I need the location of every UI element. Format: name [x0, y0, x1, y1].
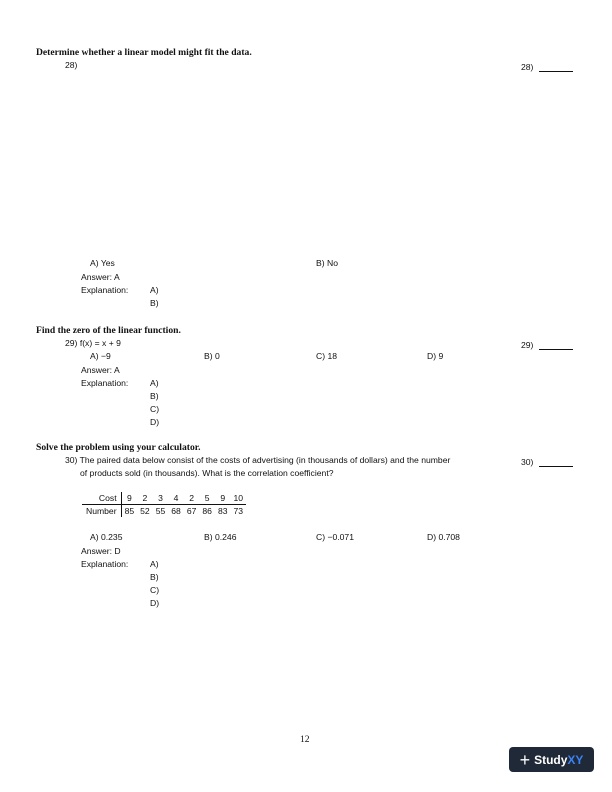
question-text: f(x) = x + 9 — [79, 338, 121, 348]
section-heading-calculator: Solve the problem using your calculator. — [36, 442, 201, 453]
answer-blank-line — [539, 340, 573, 350]
answer-line: Answer: A — [81, 365, 120, 375]
explanation-label: Explanation: — [81, 285, 129, 295]
question-number-28: 28) — [65, 60, 78, 70]
plus-icon: + — [519, 749, 531, 770]
section-heading-linear-model: Determine whether a linear model might fit the data. — [36, 47, 252, 58]
explanation-label: Explanation: — [81, 559, 129, 569]
row-label: Cost — [82, 492, 121, 505]
table-cell: 68 — [171, 506, 181, 516]
table-cell: 9 — [215, 492, 231, 505]
row-label: Number — [82, 505, 121, 518]
question-number: 30) — [65, 455, 78, 465]
question-29 — [65, 338, 121, 348]
answer-blank-28 — [521, 62, 573, 72]
answer-blank-number: 29) — [521, 340, 534, 350]
table-cell: 2 — [137, 492, 153, 505]
choice-a: A) Yes — [90, 258, 115, 268]
question-text: The paired data below consist of the costs of advertising (in thousands of dollars) and the number — [79, 455, 451, 465]
explanation-item: A) — [150, 378, 159, 388]
section-heading-zero-of-function: Find the zero of the linear function. — [36, 325, 181, 336]
question-number: 29) — [65, 338, 78, 348]
answer-blank-29 — [521, 340, 573, 350]
explanation-item: A) — [150, 559, 159, 569]
choice-a: A) −9 — [90, 351, 111, 361]
question-30-line-1 — [65, 455, 450, 465]
explanation-item: B) — [150, 391, 159, 401]
table-cell: 83 — [217, 506, 228, 516]
choice-d: D) 9 — [427, 351, 444, 361]
table-cell: 86 — [202, 506, 212, 516]
table-row-cost — [82, 492, 246, 505]
answer-blank-number: 28) — [521, 62, 534, 72]
brand-name — [534, 753, 583, 767]
explanation-item: D) — [150, 598, 160, 608]
table-cell: 2 — [184, 492, 200, 505]
explanation-item: B) — [150, 572, 159, 582]
table-cell: 73 — [233, 506, 244, 516]
table-cell: 3 — [153, 492, 169, 505]
choice-d: D) 0.708 — [427, 532, 460, 542]
explanation-item: C) — [150, 585, 160, 595]
explanation-item: D) — [150, 417, 160, 427]
table-cell: 67 — [186, 506, 197, 516]
answer-blank-30 — [521, 457, 573, 467]
question-30-line-2: of products sold (in thousands). What is the correlation coefficient? — [80, 468, 334, 478]
table-cell: 85 — [124, 506, 135, 516]
explanation-item: A) — [150, 285, 159, 295]
table-cell: 52 — [140, 506, 150, 516]
table-cell: 10 — [231, 492, 247, 505]
table-cell: 4 — [168, 492, 184, 505]
answer-blank-number: 30) — [521, 457, 534, 467]
table-cell: 5 — [199, 492, 215, 505]
table-cell: 9 — [121, 492, 137, 505]
brand-accent: XY — [567, 752, 584, 767]
page-number: 12 — [300, 734, 310, 745]
choice-b: B) 0.246 — [204, 532, 237, 542]
explanation-item: B) — [150, 298, 159, 308]
studyxy-badge[interactable] — [509, 747, 594, 772]
explanation-item: C) — [150, 404, 160, 414]
choice-b: B) No — [316, 258, 338, 268]
paired-data-table — [82, 492, 246, 517]
answer-line: Answer: A — [81, 272, 120, 282]
explanation-label: Explanation: — [81, 378, 129, 388]
choice-a: A) 0.235 — [90, 532, 123, 542]
table-cell: 55 — [155, 506, 166, 516]
answer-line: Answer: D — [81, 546, 121, 556]
answer-blank-line — [539, 457, 573, 467]
choice-b: B) 0 — [204, 351, 220, 361]
answer-blank-line — [539, 62, 573, 72]
choice-c: C) −0.071 — [316, 532, 354, 542]
table-row-number — [82, 505, 246, 518]
brand-main: Study — [534, 752, 568, 767]
choice-c: C) 18 — [316, 351, 338, 361]
